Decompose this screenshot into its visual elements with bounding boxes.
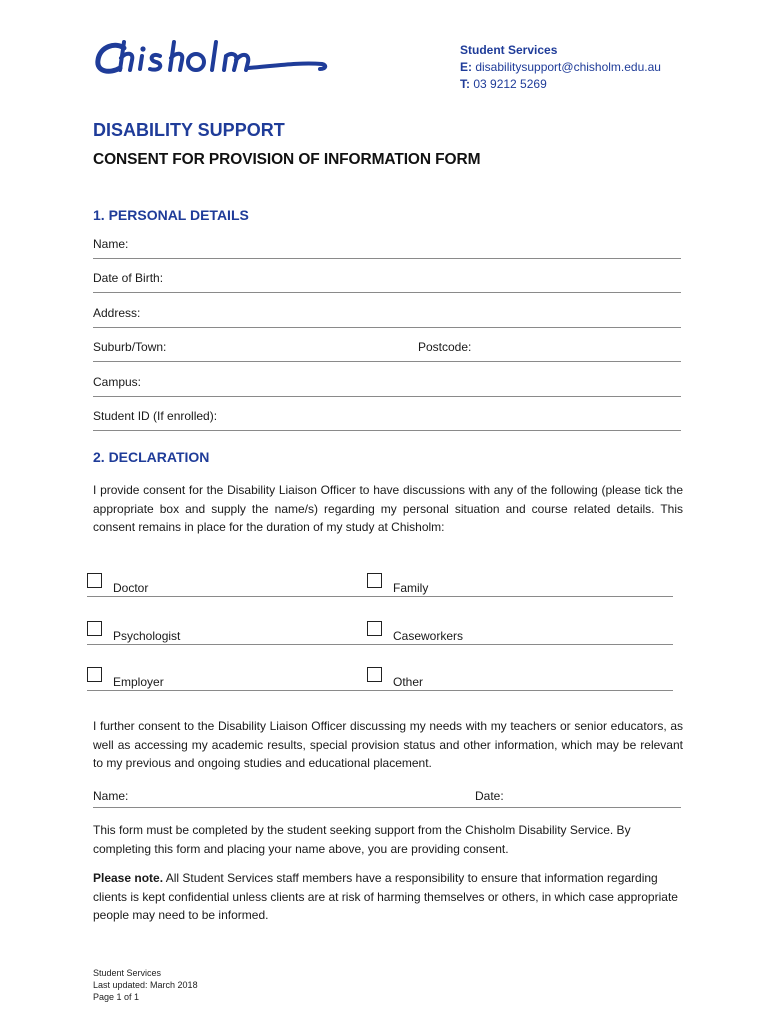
further-consent-text: I further consent to the Disability Liaison Officer discussing my needs with my teachers or senior educators, as well as accessing my academic results, special provision status and other information, which may be relevant to my previous and ongoing studies and educational placement. [93, 719, 683, 770]
option-employer[interactable] [87, 666, 164, 689]
footer-last-updated: Last updated: March 2018 [93, 980, 198, 990]
name-label: Name: [93, 237, 129, 251]
signature-field[interactable] [93, 788, 681, 808]
caseworkers-label: Caseworkers [393, 629, 464, 643]
option-doctor[interactable] [87, 572, 149, 595]
page-title: DISABILITY SUPPORT [93, 120, 285, 140]
footer [93, 967, 198, 1003]
please-note-label: Please note. [93, 871, 164, 885]
consent-row-1 [87, 572, 673, 597]
student-id-label: Student ID (If enrolled): [93, 409, 218, 423]
other-label: Other [393, 675, 424, 689]
student-id-field[interactable] [93, 408, 681, 431]
family-label: Family [393, 581, 429, 595]
please-note [93, 869, 683, 925]
section-declaration-heading: 2. DECLARATION [93, 449, 210, 465]
consent-row-3 [87, 666, 673, 691]
date-of-birth-label: Date of Birth: [93, 271, 164, 285]
signature-date-label: Date: [475, 789, 504, 803]
postcode-label: Postcode: [418, 340, 472, 354]
doctor-checkbox[interactable] [87, 573, 102, 588]
family-checkbox[interactable] [367, 573, 382, 588]
declaration-intro: I provide consent for the Disability Liaison Officer to have discussions with any of the following (please tick the appropriate box and supply the name/s) regarding my personal situation and course related details. This consent remains in place for the duration of my study at Chisholm: [93, 483, 683, 534]
chisholm-logo [94, 38, 330, 80]
email-label: E: [460, 60, 472, 74]
phone-number: 03 9212 5269 [473, 77, 547, 91]
date-of-birth-field[interactable] [93, 270, 681, 293]
employer-checkbox[interactable] [87, 667, 102, 682]
doctor-label: Doctor [113, 581, 149, 595]
footer-page-number: Page 1 of 1 [93, 992, 140, 1002]
option-psychologist[interactable] [87, 620, 181, 643]
address-label: Address: [93, 306, 141, 320]
name-field[interactable] [93, 236, 681, 259]
psychologist-checkbox[interactable] [87, 621, 102, 636]
suburb-postcode-field[interactable] [93, 339, 681, 362]
phone-line [460, 76, 661, 93]
campus-label: Campus: [93, 375, 142, 389]
signature-name-label: Name: [93, 789, 129, 803]
contact-block [460, 42, 661, 93]
please-note-text: All Student Services staff members have a responsibility to ensure that information regarding clients is kept confidential unless clients are at risk of harming themselves or others, in which case appropriate people may need to be informed. [93, 871, 678, 922]
department-name: Student Services [460, 43, 558, 57]
option-other[interactable] [367, 666, 424, 689]
page-subtitle: CONSENT FOR PROVISION OF INFORMATION FORM [93, 151, 481, 168]
caseworkers-checkbox[interactable] [367, 621, 382, 636]
suburb-label: Suburb/Town: [93, 340, 167, 354]
footer-department: Student Services [93, 968, 162, 978]
consent-row-2 [87, 620, 673, 645]
employer-label: Employer [113, 675, 164, 689]
email-link[interactable]: disabilitysupport@chisholm.edu.au [475, 60, 661, 74]
completion-note: This form must be completed by the student seeking support from the Chisholm Disability Service. By completing this form and placing your name above, you are providing consent. [93, 823, 631, 856]
option-family[interactable] [367, 572, 429, 595]
campus-field[interactable] [93, 374, 681, 397]
section-personal-details-heading: 1. PERSONAL DETAILS [93, 207, 249, 223]
other-checkbox[interactable] [367, 667, 382, 682]
phone-label: T: [460, 77, 470, 91]
option-caseworkers[interactable] [367, 620, 464, 643]
psychologist-label: Psychologist [113, 629, 181, 643]
email-line [460, 59, 661, 76]
address-field[interactable] [93, 305, 681, 328]
